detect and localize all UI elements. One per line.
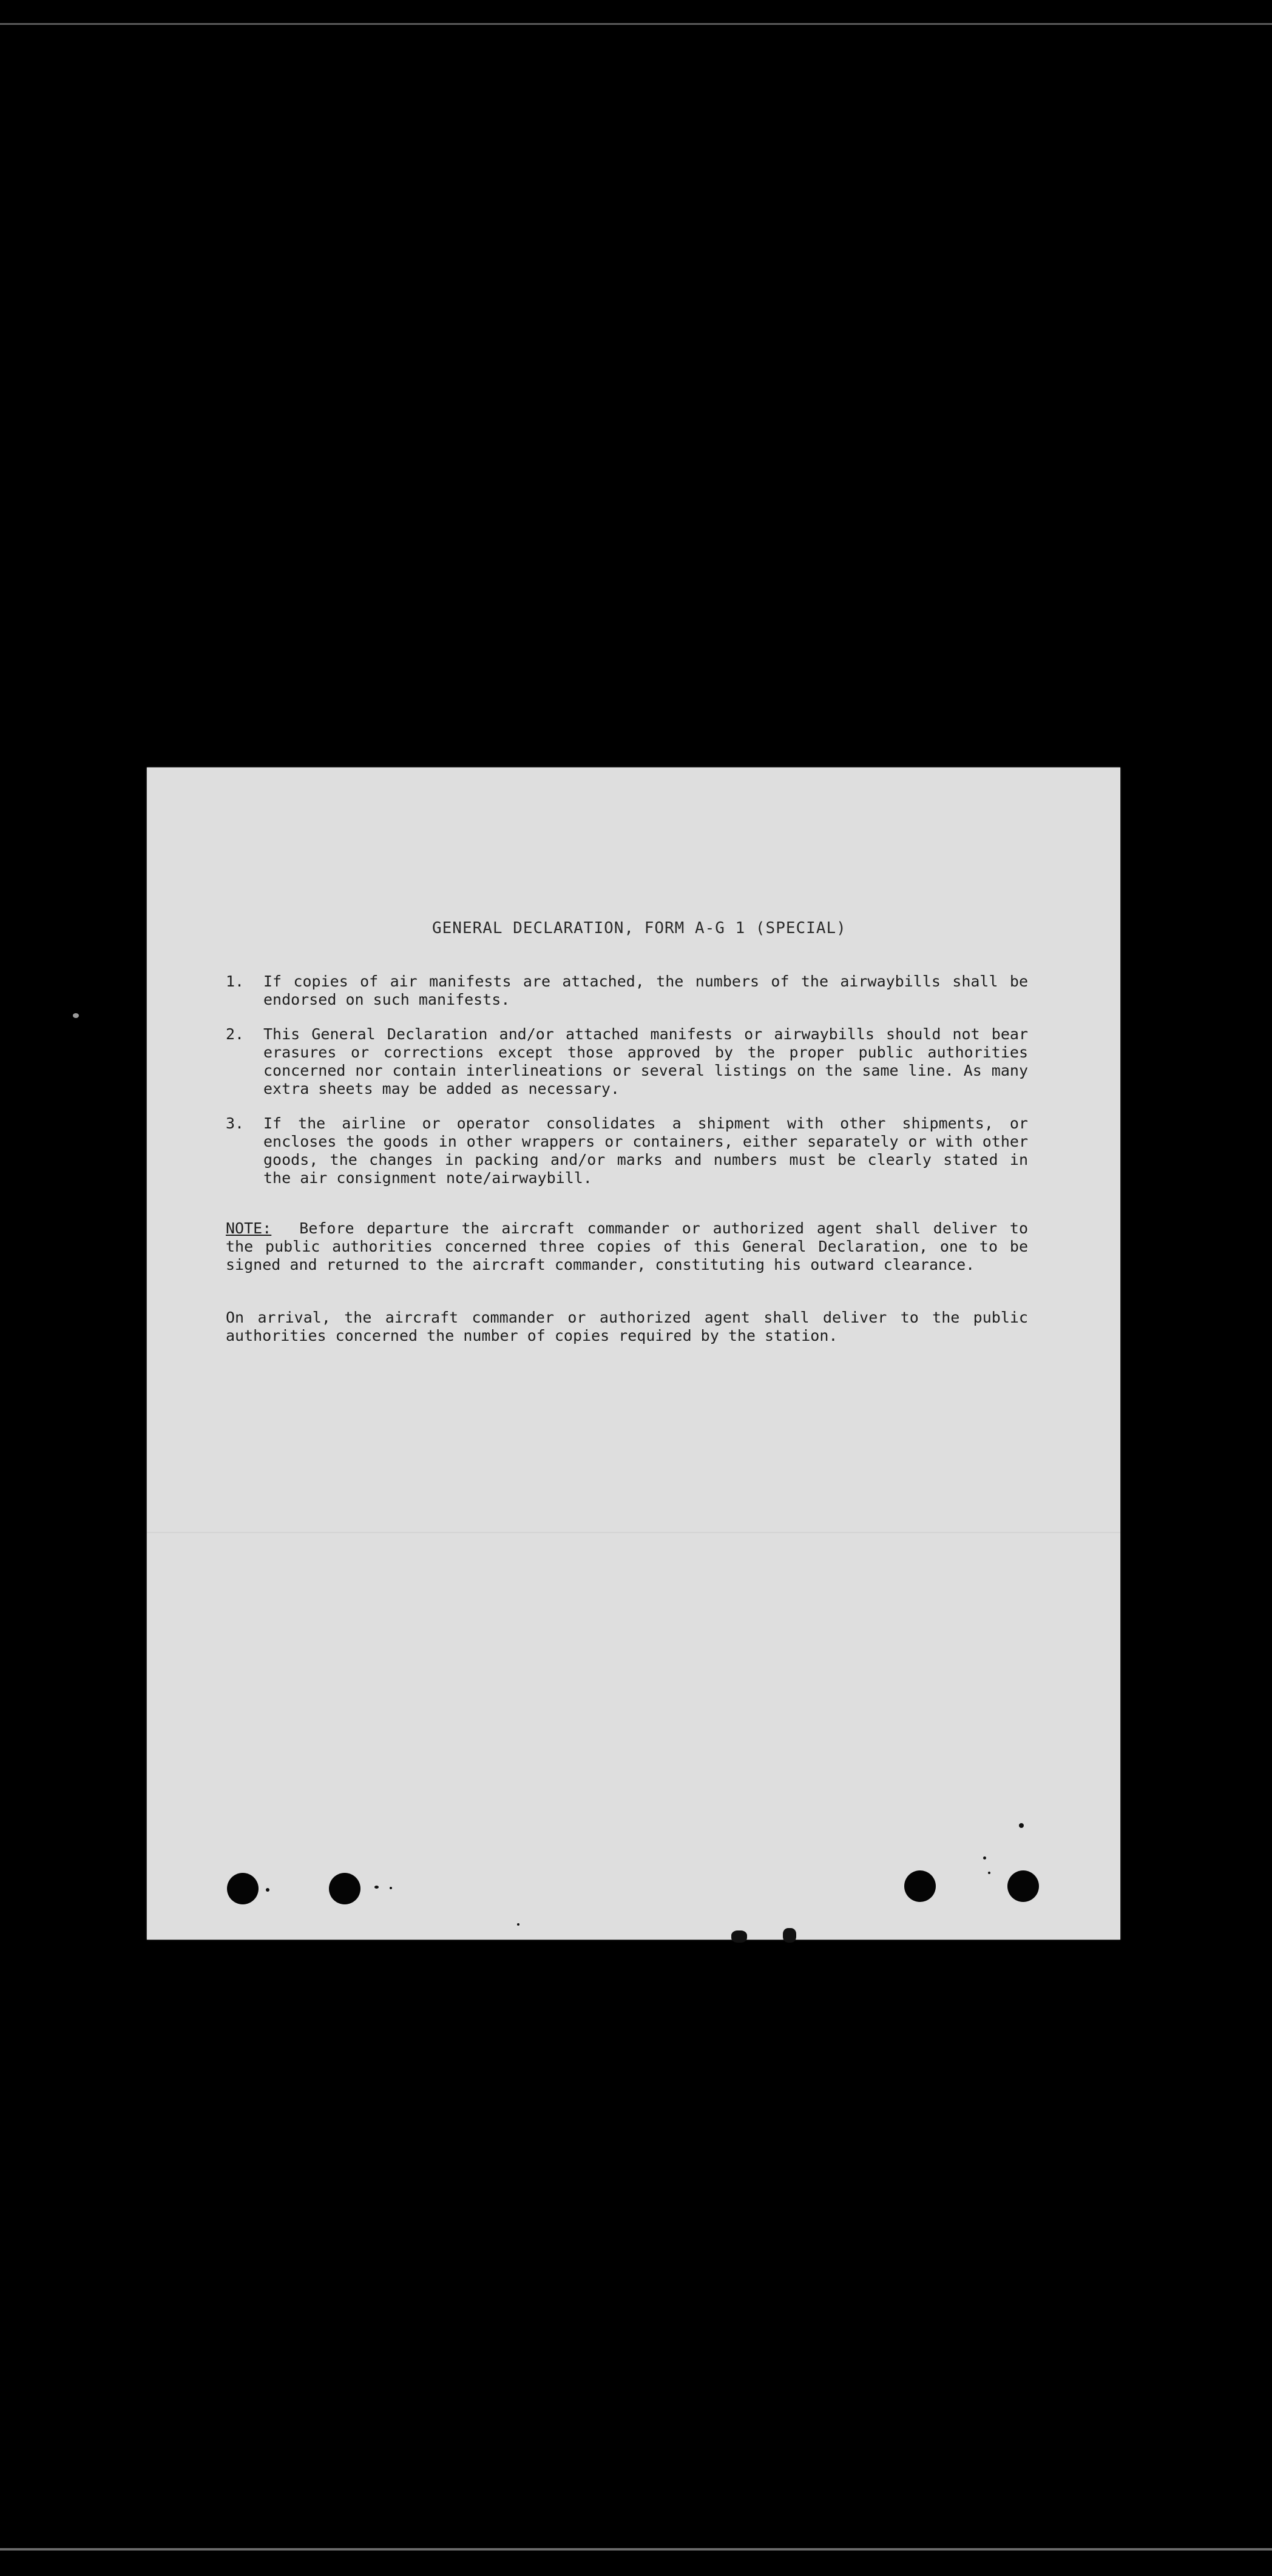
note-label: NOTE: bbox=[226, 1219, 272, 1237]
ink-blot bbox=[731, 1930, 747, 1943]
item-text: If the airline or operator consolidates a shipment with other shipments, or encloses the goods in other wrappers or containers, either separately or with other goods, the changes in packing and/or marks and numbers must be clearly stated in the air consignment note/airwaybill. bbox=[263, 1114, 1028, 1187]
ink-speck bbox=[988, 1872, 990, 1874]
arrival-paragraph: On arrival, the aircraft commander or authorized agent shall deliver to the public authorities concerned the number of copies required by the station. bbox=[226, 1309, 1028, 1344]
item-number: 1. bbox=[226, 973, 245, 990]
item-text: If copies of air manifests are attached, the numbers of the airwaybills shall be endorsed on such manifests. bbox=[263, 973, 1028, 1008]
scan-dust bbox=[73, 1013, 79, 1018]
ink-speck bbox=[374, 1886, 379, 1889]
punch-hole bbox=[904, 1870, 936, 1902]
ink-speck bbox=[390, 1887, 392, 1889]
item-number: 2. bbox=[226, 1025, 245, 1043]
scan-edge-bottom bbox=[0, 2548, 1272, 2551]
document-page bbox=[147, 767, 1120, 1940]
ink-speck bbox=[983, 1856, 986, 1860]
ink-speck bbox=[517, 1923, 519, 1926]
punch-hole bbox=[1007, 1870, 1039, 1902]
paper-fold bbox=[147, 1532, 1120, 1533]
ink-speck bbox=[266, 1888, 269, 1892]
ink-speck bbox=[1019, 1823, 1024, 1828]
ink-blot bbox=[783, 1928, 796, 1943]
punch-hole bbox=[227, 1873, 259, 1904]
punch-hole bbox=[329, 1873, 360, 1904]
scan-edge-top bbox=[0, 23, 1272, 25]
page-title: GENERAL DECLARATION, FORM A-G 1 (SPECIAL) bbox=[432, 919, 847, 937]
item-text: This General Declaration and/or attached manifests or airwaybills should not bear erasures or corrections except those approved by the proper public authorities concerned nor contain interlineations or several listings on the same line. As many extra sheets may be added as necessary. bbox=[263, 1025, 1028, 1097]
note-text: Before departure the aircraft commander or authorized agent shall deliver to the public authorities concerned three copies of this General Declaration, one to be signed and returned to the aircraft commander, constituting his outward clearance. bbox=[226, 1219, 1028, 1273]
item-number: 3. bbox=[226, 1114, 245, 1132]
note-paragraph bbox=[226, 1219, 1028, 1274]
